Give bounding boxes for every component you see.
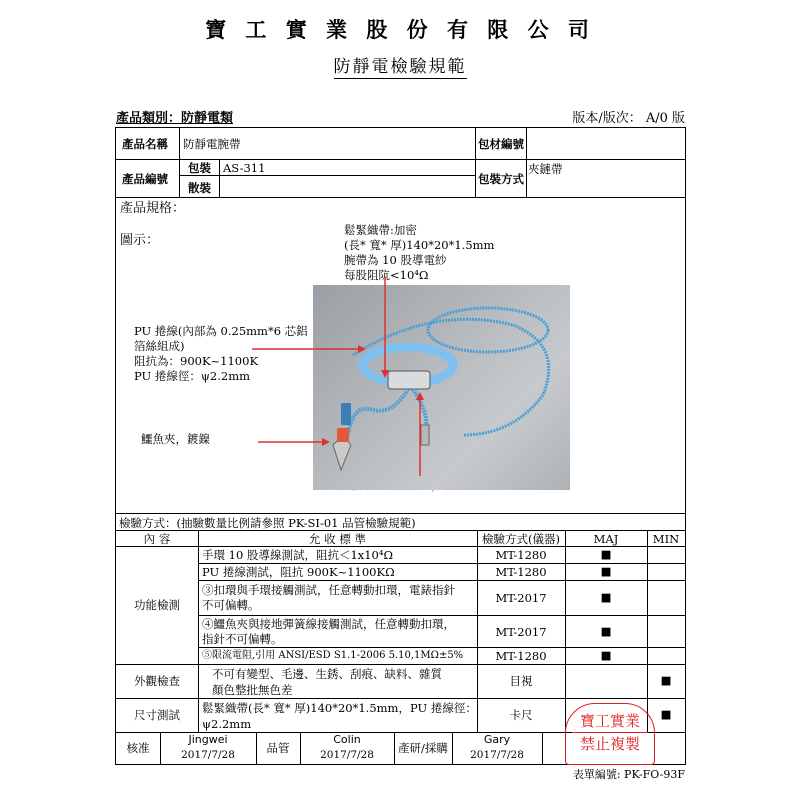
table-row: 不可有變型、毛邊、生銹、刮痕、缺料、雜質 顏色整批無色差 bbox=[212, 667, 442, 697]
col-method: 檢驗方式(儀器) bbox=[482, 532, 560, 546]
row-maj: ■ bbox=[600, 547, 612, 561]
manager-signature: Colin bbox=[333, 733, 361, 746]
author-signature: Gary bbox=[483, 733, 511, 746]
cord-callout: PU 捲線(內部為 0.25mm*6 芯鋁 箔絲組成) 阻抗為：900K~1100K PU 捲線徑：ψ2.2mm bbox=[134, 324, 308, 383]
copy-prohibited-stamp: 寶工實業 禁止複製 bbox=[565, 703, 655, 765]
approve-date: 2017/7/28 bbox=[181, 749, 235, 761]
spec-label: 產品規格： bbox=[120, 201, 186, 216]
col-content: 內 容 bbox=[143, 532, 171, 546]
product-name-label: 產品名稱 bbox=[122, 137, 168, 151]
approve-label: 核准 bbox=[126, 741, 150, 755]
form-number: 表單編號: PK-FO-93F bbox=[572, 768, 685, 781]
company-name: 寶 工 實 業 股 份 有 限 公 司 bbox=[205, 17, 595, 42]
pack-method-value: 夾鏈帶 bbox=[528, 162, 563, 176]
row-maj: ■ bbox=[600, 648, 612, 662]
col-maj: MAJ bbox=[593, 532, 619, 546]
function-test-label: 功能檢測 bbox=[134, 598, 180, 612]
table-row: ③扣環與手環接觸測試，任意轉動扣環，電錶指針 不可偏轉。 bbox=[202, 583, 455, 612]
material-code-label: 包材編號 bbox=[478, 137, 524, 151]
row-method: MT-1280 bbox=[495, 565, 547, 579]
author-label: 產研/採購 bbox=[398, 741, 448, 755]
row-method: MT-1280 bbox=[495, 548, 547, 562]
product-category: 產品類別：防靜電類 bbox=[116, 111, 234, 126]
row-method: 目視 bbox=[509, 674, 533, 688]
table-row: ④鱷魚夾與接地彈簧線接觸測試，任意轉動扣環， 指針不可偏轉。 bbox=[202, 617, 455, 646]
inspection-method: 檢驗方式：(抽驗數量比例請參照 PK-SI-01 品管檢驗規範) bbox=[119, 516, 416, 530]
pack-label: 包裝 bbox=[188, 161, 211, 175]
product-name-value: 防靜電腕帶 bbox=[183, 137, 241, 151]
product-code-label: 產品編號 bbox=[122, 172, 168, 186]
row-min: ■ bbox=[660, 673, 672, 687]
pack-value: AS-311 bbox=[223, 161, 266, 175]
col-min: MIN bbox=[652, 532, 680, 546]
size-test-label: 尺寸測試 bbox=[134, 708, 180, 722]
figure-label: 圖示： bbox=[120, 233, 160, 248]
row-method: 卡尺 bbox=[509, 708, 533, 722]
clip-callout: 鱷魚夾，鍍鎳 bbox=[141, 432, 210, 446]
manager-label: 品管 bbox=[266, 741, 290, 755]
row-min: ■ bbox=[660, 707, 672, 721]
bulk-label: 散裝 bbox=[188, 181, 211, 195]
author-date: 2017/7/28 bbox=[470, 749, 524, 761]
approve-signature: Jingwei bbox=[188, 733, 228, 746]
manager-date: 2017/7/28 bbox=[320, 749, 374, 761]
appearance-label: 外觀檢查 bbox=[134, 674, 180, 688]
col-standard: 允 收 標 準 bbox=[309, 532, 366, 546]
row-method: MT-2017 bbox=[495, 591, 547, 605]
row-method: MT-2017 bbox=[495, 625, 547, 639]
table-row: 鬆緊織帶(長* 寬* 厚)140*20*1.5mm，PU 捲線徑： ψ2.2mm bbox=[202, 701, 477, 731]
row-maj: ■ bbox=[600, 564, 612, 578]
table-row: PU 捲線測試，阻抗 900K~1100KΩ bbox=[202, 565, 395, 579]
row-maj: ■ bbox=[600, 590, 612, 604]
band-callout: 鬆緊織帶:加密 (長* 寬* 厚)140*20*1.5mm 腕帶為 10 股導電紗 每股阻阬<10⁴Ω bbox=[344, 223, 495, 282]
row-method: MT-1280 bbox=[495, 649, 547, 663]
table-row: 手環 10 股導線測試，阻抗＜1x10⁴Ω bbox=[202, 548, 394, 562]
table-row: ⑤限流電阻,引用 ANSI/ESD S1.1-2006 5.10,1MΩ±5% bbox=[202, 650, 464, 661]
document-title: 防靜電檢驗規範 bbox=[333, 57, 467, 77]
version-label: 版本/版次： A/0 版 bbox=[572, 111, 685, 126]
row-maj: ■ bbox=[600, 624, 612, 638]
pack-method-label: 包裝方式 bbox=[478, 172, 524, 186]
